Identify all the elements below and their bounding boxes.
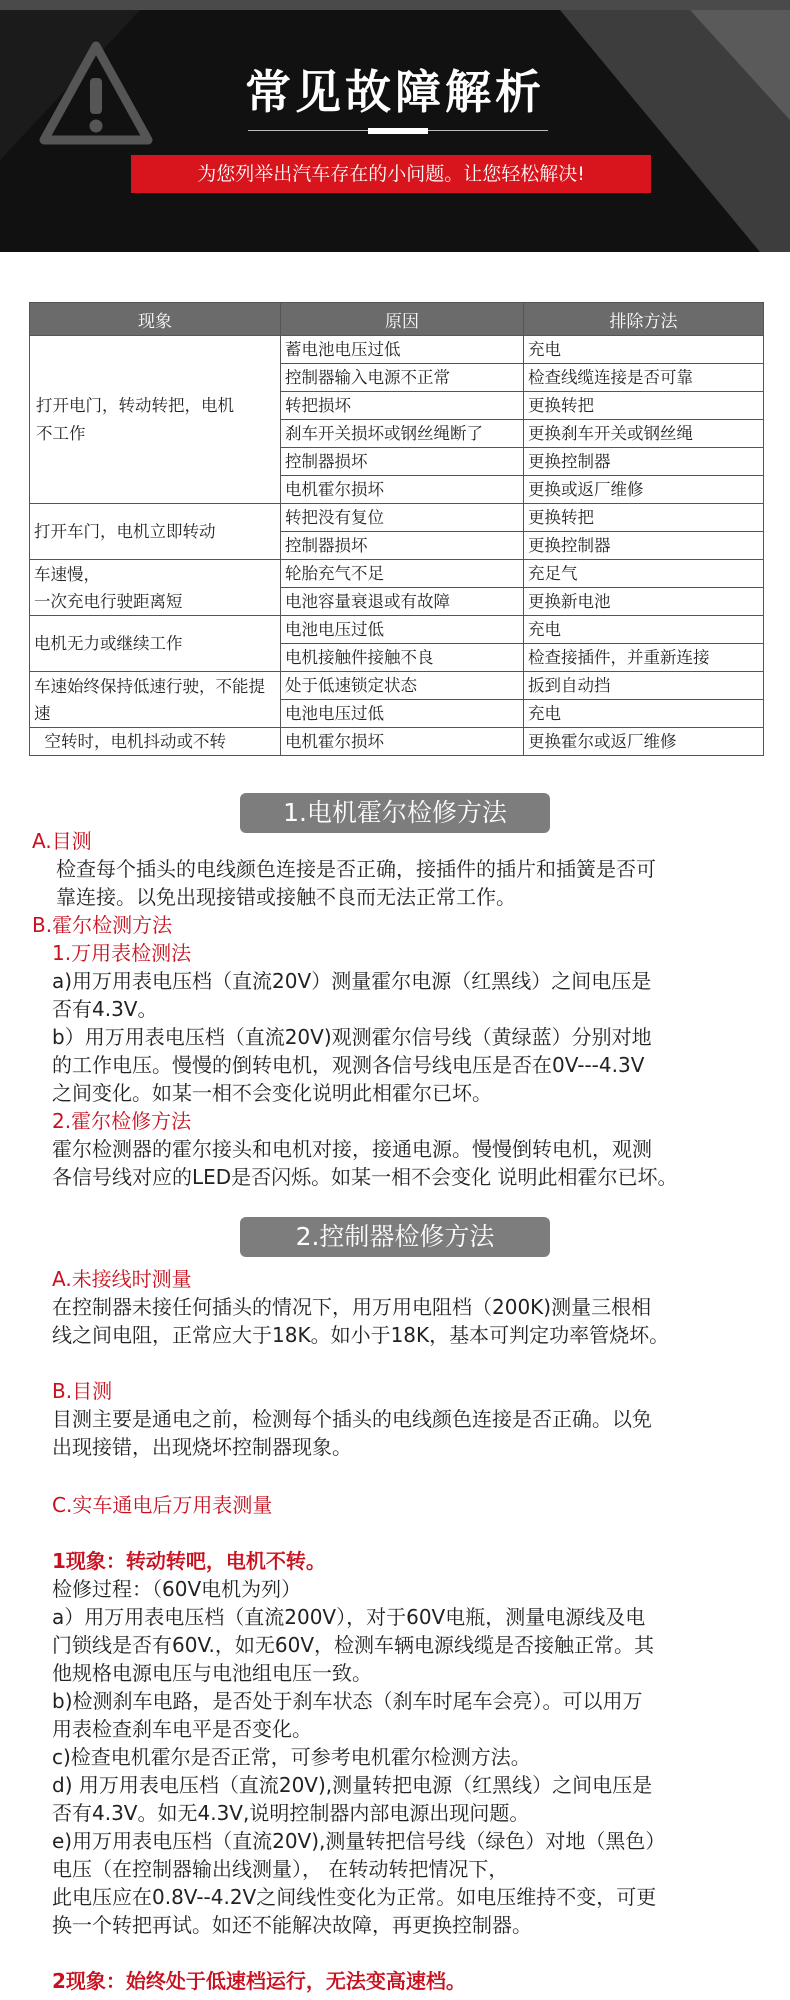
fix-cell: 充电	[524, 336, 764, 364]
s2-a-heading: A.未接线时测量	[52, 1267, 192, 1291]
s2-p1-line: 换一个转把再试。如还不能解决故障，再更换控制器。	[52, 1913, 532, 1937]
s2-p1-line: b)检测刹车电路，是否处于刹车状态（刹车时尾车会亮）。可以用万	[52, 1689, 643, 1713]
s1-b-heading: B.霍尔检测方法	[32, 913, 173, 937]
fix-cell: 扳到自动挡	[524, 672, 764, 700]
cause-cell: 电池容量衰退或有故障	[281, 588, 524, 616]
s2-p1-line: c)检查电机霍尔是否正常，可参考电机霍尔检测方法。	[52, 1745, 531, 1769]
cause-cell: 电池电压过低	[281, 700, 524, 728]
slogan-banner: 为您列举出汽车存在的小问题。让您轻松解决!	[131, 155, 651, 193]
fix-cell: 更换刹车开关或钢丝绳	[524, 420, 764, 448]
s2-b-heading: B.目测	[52, 1379, 113, 1403]
table-row	[30, 728, 764, 756]
table-row	[30, 672, 764, 700]
title-underline	[368, 128, 428, 134]
table-header-row	[30, 303, 764, 336]
table-row	[30, 336, 764, 364]
table-row	[30, 504, 764, 532]
s2-p1-line: 否有4.3V。如无4.3V,说明控制器内部电源出现问题。	[52, 1801, 530, 1825]
cause-cell: 电池电压过低	[281, 616, 524, 644]
fix-cell: 更换新电池	[524, 588, 764, 616]
s2-p1-line: e)用万用表电压档（直流20V),测量转把信号线（绿色）对地（黑色）	[52, 1829, 666, 1853]
symptom-cell: 电机无力或继续工作	[30, 616, 281, 672]
header-cause: 原因	[281, 303, 524, 336]
s2-p1-line: 他规格电源电压与电池组电压一致。	[52, 1661, 372, 1685]
s1-b1-line: 的工作电压。慢慢的倒转电机，观测各信号线电压是否在0V---4.3V	[52, 1053, 645, 1077]
fix-cell: 充足气	[524, 560, 764, 588]
cause-cell: 控制器损坏	[281, 448, 524, 476]
s1-b2-line: 各信号线对应的LED是否闪烁。如某一相不会变化 说明此相霍尔已坏。	[52, 1165, 678, 1189]
s2-b-line: 出现接错，出现烧坏控制器现象。	[52, 1435, 352, 1459]
s2-p1-line: a）用万用表电压档（直流200V），对于60V电瓶，测量电源线及电	[52, 1605, 646, 1629]
cause-cell: 电机霍尔损坏	[281, 476, 524, 504]
symptom-cell	[30, 336, 281, 504]
symptom-cell: 车速慢， 一次充电行驶距离短	[30, 560, 281, 616]
s2-c-heading: C.实车通电后万用表测量	[52, 1493, 273, 1517]
symptom-cell: 打开车门，电机立即转动	[30, 504, 281, 560]
fix-cell: 更换或返厂维修	[524, 476, 764, 504]
page-title: 常见故障解析	[245, 65, 545, 119]
s2-p1-line: 门锁线是否有60V.，如无60V，检测车辆电源线缆是否接触正常。其	[52, 1633, 655, 1657]
s1-b1-line: 之间变化。如某一相不会变化说明此相霍尔已坏。	[52, 1081, 492, 1105]
fix-cell: 更换转把	[524, 392, 764, 420]
fix-cell: 检查接插件，并重新连接	[524, 644, 764, 672]
cause-cell: 转把没有复位	[281, 504, 524, 532]
cause-cell: 电机霍尔损坏	[281, 728, 524, 756]
s2-b-line: 目测主要是通电之前，检测每个插头的电线颜色连接是否正确。以免	[52, 1407, 652, 1431]
symptom-text: 打开电门，转动转把，电机不工作	[36, 395, 234, 443]
fix-cell: 充电	[524, 700, 764, 728]
cause-cell: 轮胎充气不足	[281, 560, 524, 588]
section-1-title: 1.电机霍尔检修方法	[240, 793, 550, 833]
s2-p1-line: 此电压应在0.8V--4.2V之间线性变化为正常。如电压维持不变，可更	[52, 1885, 657, 1909]
s1-a-heading: A.目测	[32, 829, 92, 853]
cause-cell: 转把损坏	[281, 392, 524, 420]
s1-b1-line: a)用万用表电压档（直流20V）测量霍尔电源（红黑线）之间电压是	[52, 969, 652, 993]
section-2-title: 2.控制器检修方法	[240, 1217, 550, 1257]
fix-cell: 更换霍尔或返厂维修	[524, 728, 764, 756]
s2-p1-line: 用表检查刹车电平是否变化。	[52, 1717, 312, 1741]
header-banner	[0, 0, 790, 252]
s1-b1-line: b）用万用表电压档（直流20V)观测霍尔信号线（黄绿蓝）分别对地	[52, 1025, 652, 1049]
s2-p1-line: 电压（在控制器输出线测量）， 在转动转把情况下，	[52, 1857, 509, 1881]
table-row	[30, 560, 764, 588]
cause-cell: 控制器输入电源不正常	[281, 364, 524, 392]
symptom-cell	[30, 672, 281, 728]
fix-cell: 检查线缆连接是否可靠	[524, 364, 764, 392]
fix-cell: 更换控制器	[524, 448, 764, 476]
header-fix: 排除方法	[524, 303, 764, 336]
s1-b2-line: 霍尔检测器的霍尔接头和电机对接，接通电源。慢慢倒转电机，观测	[52, 1137, 652, 1161]
fix-cell: 更换转把	[524, 504, 764, 532]
s1-a-line: 检查每个插头的电线颜色连接是否正确，接插件的插片和插簧是否可	[56, 857, 656, 881]
s2-a-line: 在控制器未接任何插头的情况下，用万用电阻档（200K)测量三根相	[52, 1295, 652, 1319]
symptom-cell: 空转时，电机抖动或不转	[30, 728, 281, 756]
s1-b2-heading: 2.霍尔检修方法	[52, 1109, 192, 1133]
s2-p1-line: 检修过程：（60V电机为列）	[52, 1577, 302, 1601]
s1-b1-heading: 1.万用表检测法	[52, 941, 192, 965]
s1-b1-line: 否有4.3V。	[52, 997, 158, 1021]
cause-cell: 刹车开关损坏或钢丝绳断了	[281, 420, 524, 448]
s2-problem2-heading: 2现象：始终处于低速档运行，无法变高速档。	[52, 1969, 466, 1993]
fix-cell: 充电	[524, 616, 764, 644]
s1-a-line: 靠连接。以免出现接错或接触不良而无法正常工作。	[56, 885, 516, 909]
s2-p1-line: d) 用万用表电压档（直流20V),测量转把电源（红黑线）之间电压是	[52, 1773, 653, 1797]
header-symptom: 现象	[30, 303, 281, 336]
fix-cell: 更换控制器	[524, 532, 764, 560]
s2-problem1-heading: 1现象：转动转吧，电机不转。	[52, 1549, 326, 1573]
cause-cell: 蓄电池电压过低	[281, 336, 524, 364]
fault-table	[29, 302, 764, 756]
cause-cell: 控制器损坏	[281, 532, 524, 560]
symptom-text: 车速始终保持低速行驶，不能提速	[34, 676, 265, 723]
cause-cell: 电机接触件接触不良	[281, 644, 524, 672]
s2-a-line: 线之间电阻，正常应大于18K。如小于18K，基本可判定功率管烧坏。	[52, 1323, 670, 1347]
cause-cell: 处于低速锁定状态	[281, 672, 524, 700]
table-row	[30, 616, 764, 644]
